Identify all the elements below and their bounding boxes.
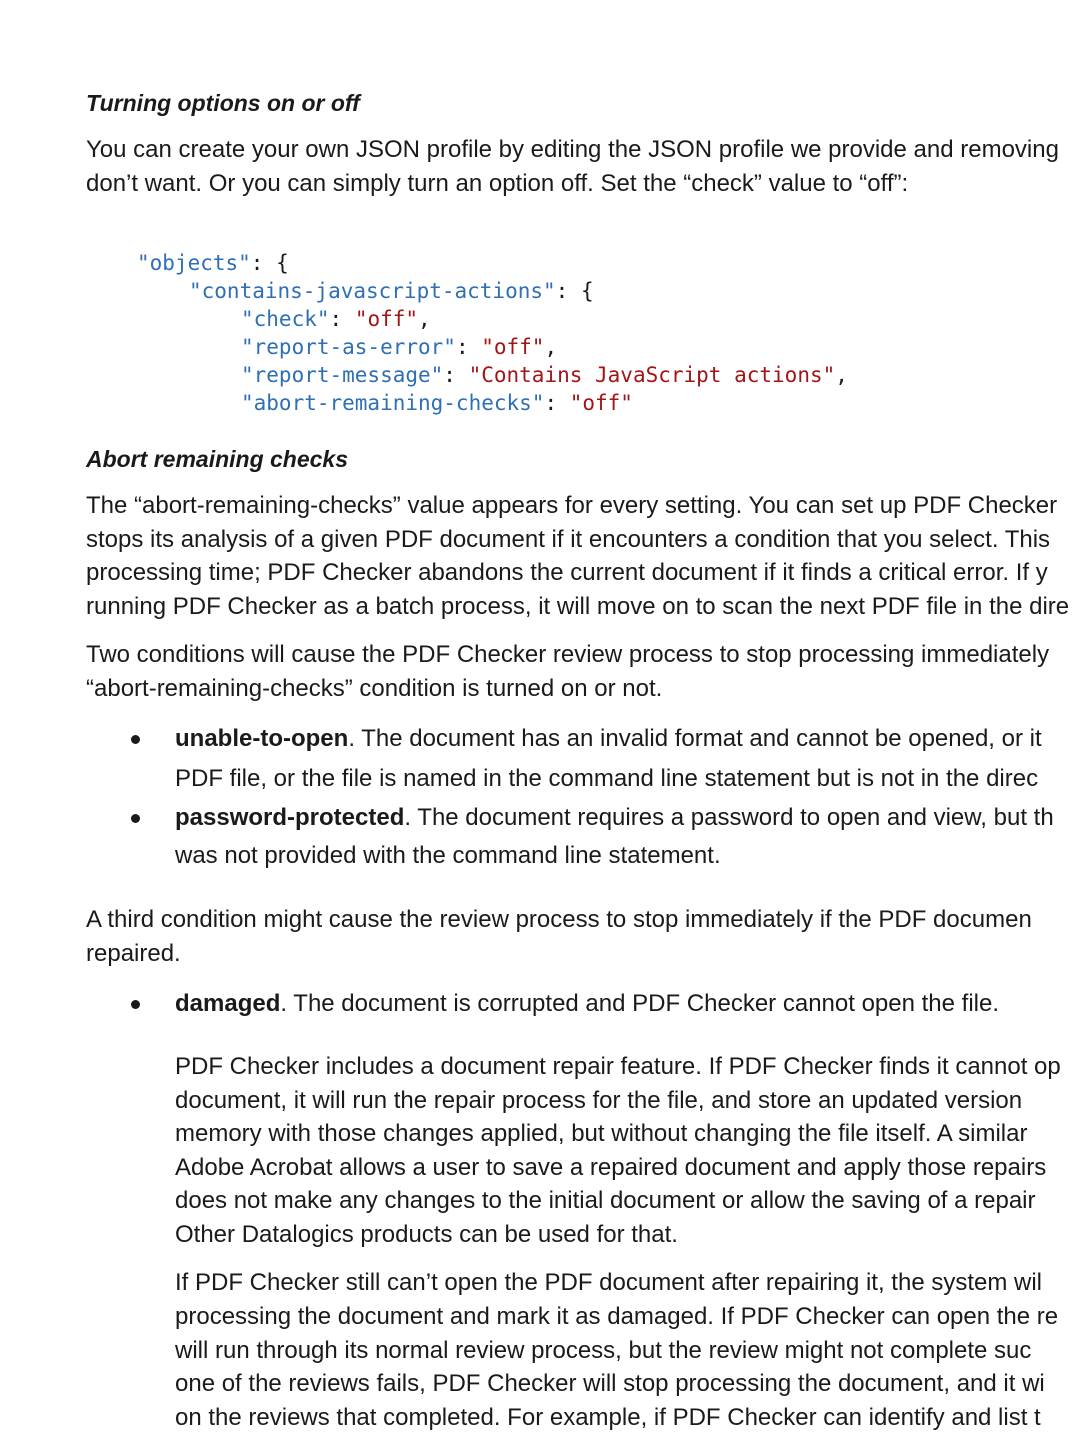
paragraph-line: memory with those changes applied, but without changing the file itself. A similar — [175, 1120, 1028, 1147]
paragraph-line: one of the reviews fails, PDF Checker will stop processing the document, and it wi — [175, 1370, 1045, 1397]
code-key: "report-as-error" — [241, 335, 456, 359]
code-punct: : { — [555, 279, 594, 303]
bullet-text: . The document requires a password to open and view, but th — [404, 804, 1054, 831]
code-value: "off" — [569, 391, 633, 415]
paragraph-line: on the reviews that completed. For example, if PDF Checker can identify and list t — [175, 1404, 1041, 1431]
paragraph-line: Adobe Acrobat allows a user to save a repaired document and apply those repairs — [175, 1154, 1047, 1181]
code-value: "off" — [481, 335, 545, 359]
bullet-term: unable-to-open — [175, 725, 349, 752]
code-value: "Contains JavaScript actions" — [468, 363, 836, 387]
paragraph-line: Other Datalogics products can be used for that. — [175, 1221, 678, 1248]
paragraph-line: The “abort-remaining-checks” value appears for every setting. You can set up PDF Checker — [86, 492, 1058, 519]
code-punct: : — [443, 363, 469, 387]
paragraph-line: “abort-remaining-checks” condition is turned on or not. — [86, 675, 663, 702]
code-punct: , — [418, 307, 431, 331]
code-punct: : — [329, 307, 355, 331]
code-key: "report-message" — [241, 363, 444, 387]
paragraph-line: If PDF Checker still can’t open the PDF document after repairing it, the system wil — [175, 1269, 1043, 1296]
code-line — [241, 389, 633, 417]
paragraph-line: don’t want. Or you can simply turn an option off. Set the “check” value to “off”: — [86, 170, 909, 197]
paragraph-line: does not make any changes to the initial document or allow the saving of a repair — [175, 1187, 1036, 1214]
code-line — [241, 361, 848, 389]
paragraph-line: repaired. — [86, 940, 181, 967]
bullet-text-line: was not provided with the command line statement. — [175, 842, 721, 869]
paragraph-line: running PDF Checker as a batch process, it will move on to scan the next PDF file in the dire — [86, 593, 1070, 620]
paragraph-line: PDF Checker includes a document repair feature. If PDF Checker finds it cannot op — [175, 1053, 1061, 1080]
paragraph-line: A third condition might cause the review process to stop immediately if the PDF documen — [86, 906, 1032, 933]
code-line — [137, 249, 289, 277]
bullet-text-line: PDF file, or the file is named in the command line statement but is not in the direc — [175, 765, 1039, 792]
code-key: "contains-javascript-actions" — [189, 279, 556, 303]
code-punct: , — [544, 335, 558, 359]
code-key: "objects" — [137, 251, 251, 275]
code-key: "abort-remaining-checks" — [241, 391, 545, 415]
bullet-icon — [131, 735, 140, 744]
paragraph-line: processing the document and mark it as damaged. If PDF Checker can open the re — [175, 1303, 1059, 1330]
bullet-term: damaged — [175, 990, 281, 1017]
paragraph-line: document, it will run the repair process for the file, and store an updated version — [175, 1087, 1023, 1114]
code-key: "check" — [241, 307, 330, 331]
section-heading-abort-remaining-checks: Abort remaining checks — [86, 446, 349, 472]
bullet-item-damaged — [175, 987, 999, 1021]
code-line — [241, 305, 431, 333]
code-line — [241, 333, 557, 361]
paragraph-line: processing time; PDF Checker abandons the current document if it finds a critical error. If y — [86, 559, 1048, 586]
paragraph-line: will run through its normal review process, but the review might not complete suc — [175, 1337, 1032, 1364]
code-punct: : { — [250, 251, 289, 275]
code-line — [189, 277, 594, 305]
code-punct: : — [544, 391, 570, 415]
paragraph-line: Two conditions will cause the PDF Checker review process to stop processing immediately — [86, 641, 1050, 668]
code-value: "off" — [354, 307, 419, 331]
paragraph-line: stops its analysis of a given PDF document if it encounters a condition that you select. This — [86, 526, 1051, 553]
paragraph-line: You can create your own JSON profile by editing the JSON profile we provide and removing — [86, 136, 1059, 163]
bullet-text: . The document has an invalid format and cannot be opened, or it — [348, 725, 1042, 752]
bullet-icon — [131, 814, 140, 823]
code-punct: : — [455, 335, 482, 359]
section-heading-turning-options: Turning options on or off — [86, 90, 360, 116]
bullet-icon — [131, 1000, 140, 1009]
code-punct: , — [835, 363, 848, 387]
bullet-item-unable-to-open — [175, 722, 1042, 756]
bullet-term: password-protected — [175, 804, 405, 831]
bullet-item-password-protected — [175, 801, 1054, 835]
bullet-text: . The document is corrupted and PDF Checker cannot open the file. — [280, 990, 1000, 1017]
